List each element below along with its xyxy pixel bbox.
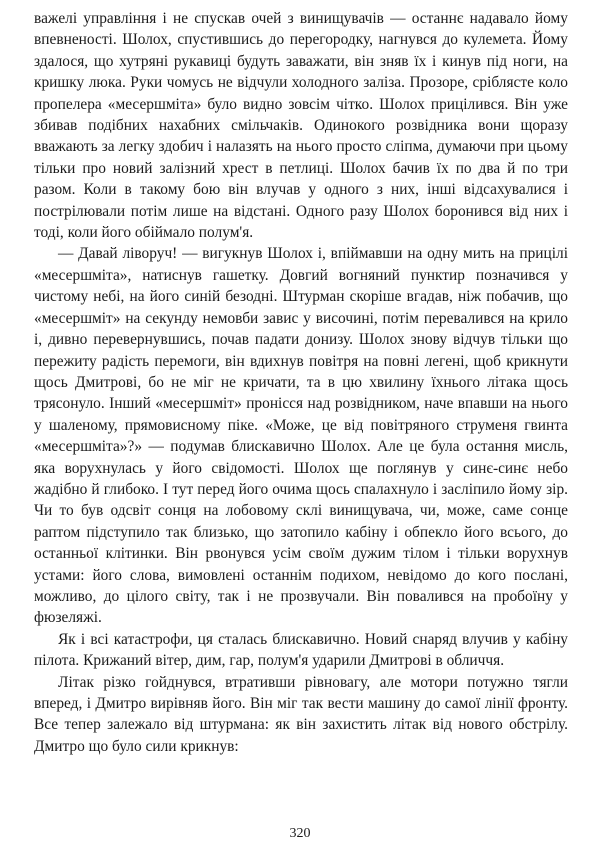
document-page xyxy=(34,8,568,757)
page-number: 320 xyxy=(289,826,311,841)
paragraph-3: Як і всі катастрофи, ця сталась блискавично. Новий снаряд влучив у кабіну пілота. Крижаний вітер, дим, гар, полум'я ударили Дмитрові в обличчя. xyxy=(34,630,568,670)
paragraph-4: Літак різко гойднувся, втративши рівновагу, але мотори потужно тягли вперед, і Дмитро вирівняв його. Він міг так вести машину до самої лінії фронту. Все тепер залежало від штурмана: як він захистить літак від нового обстрілу. Дмитро що було сили крикнув: xyxy=(34,673,568,755)
paragraph-1: важелі управління і не спускав очей з винищувачів — останнє надавало йому впевненості. Шолох, спустившись до перегородку, нагнувся до кулемета. Йому здалося, що хутряні рукавиці будуть заважати, він зняв їх і кинув під ноги, на кришку люка. Руки чомусь не відчули холодного заліза. Прозоре, сріблясте коло пропелера «месершміта» було видно зовсім чітко. Шолох прицілився. Він уже збивав подібних нахабних смільчаків. Одинокого розвідника вони щоразу вважають за легку здобич і налазять на нього просто сліпма, думаючи при цьому тільки про новий залізний хрест в петлиці. Шолох бачив їх по два й по три разом. Коли в такому бою він влучав у одного з них, інші відсахувалися і пострілювали потім лише на відстані. Одного разу Шолох боронився від них і тоді, коли його обіймало полум'я. xyxy=(34,10,568,242)
paragraph-2: — Давай ліворуч! — вигукнув Шолох і, впіймавши на одну мить на прицілі «месершміта», натиснув гашетку. Довгий вогняний пунктир позначився у чистому небі, на його синій безодні. Штурман скоріше вгадав, ніж побачив, що «месершміт» на секунду немовби завис у височині, потім перевалився на крило і, дивно перевернувшись, почав падати донизу. Шолох знову відчув тільки що пережиту радість перемоги, він вдихнув повітря на повні легені, щоб крикнути щось Дмитрові, бо не міг не кричати, та в цю хвилину їхнього літака щось трясонуло. Інший «месершміт» пронісся над розвідником, наче впавши на нього у шаленому, прямовисному піке. «Може, це від повітряного струменя гвинта «месершміта»?» — подумав блискавично Шолох. Але це була остання мисль, яка ворухнулась у його свідомості. Шолох ще поглянув у синє-синє небо жадібно й глибоко. І тут перед його очима щось спалахнуло і засліпило йому зір. Чи то був одсвіт сонця на лобовому склі винищувача, чи, може, саме сонце раптом підступило так близько, що затопило кабіну і обпекло його всього, до останньої клітинки. Він рвонувся усім своїм дужим тілом і тільки ворухнув устами: його слова, вимовлені останнім подихом, невідомо до кого послані, можливо, до цілого світу, так і не прозвучали. Він повалився на пробоїну у фюзеляжі. xyxy=(34,245,568,627)
